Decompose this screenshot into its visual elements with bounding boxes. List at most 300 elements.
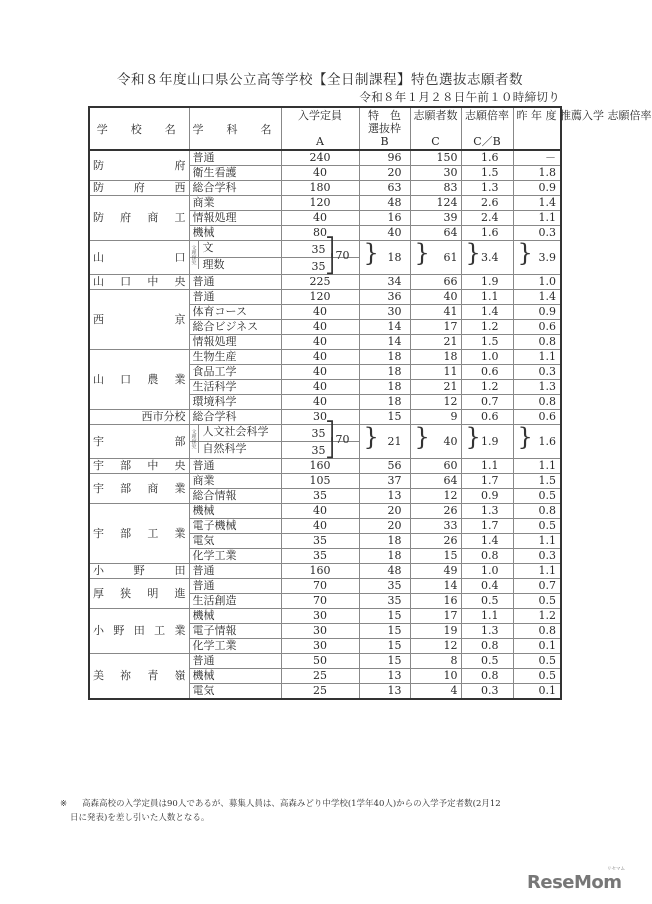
capacity-value: 25 <box>313 669 327 682</box>
prev-ratio-cell <box>513 395 561 410</box>
applicants-cell <box>410 350 461 365</box>
special-quota-value: 15 <box>387 624 402 637</box>
school-name <box>93 410 186 424</box>
ratio-cell <box>461 489 513 504</box>
school-name-cell <box>89 410 189 425</box>
capacity-cell <box>281 380 359 395</box>
capacity-cell <box>281 305 359 320</box>
applicants-cell <box>410 395 461 410</box>
applicants-value: 26 <box>443 504 458 517</box>
dept-name: 機械 <box>192 226 215 239</box>
prev-ratio-value: 1.1 <box>538 350 556 363</box>
header-prev-ratio <box>513 107 652 150</box>
special-quota-value: 15 <box>387 639 402 652</box>
capacity-cell <box>281 519 359 534</box>
table-row <box>89 609 561 624</box>
footnote-line1: 高森高校の入学定員は90人であるが、募集人員は、高森みどり中学校(1学年40人)からの入学予定者数(2月12 <box>82 799 501 809</box>
ratio-value: 1.2 <box>481 380 499 393</box>
school-name-char: 部 <box>174 434 186 448</box>
capacity-cell <box>281 684 359 700</box>
capacity-value: 180 <box>309 181 331 194</box>
capacity-cell <box>281 594 359 609</box>
dept-cell <box>189 564 281 579</box>
prev-ratio-cell <box>513 305 561 320</box>
prev-ratio-cell <box>513 684 561 700</box>
dept-name: 文 <box>202 241 214 254</box>
dept-cell <box>189 609 281 624</box>
ratio-value: 0.6 <box>481 365 499 378</box>
school-name-cell <box>89 196 189 241</box>
dept-cell <box>189 290 281 305</box>
special-quota-cell <box>359 395 410 410</box>
brace-icon: } <box>465 423 481 451</box>
ratio-value: 0.6 <box>481 410 499 423</box>
special-quota-cell <box>359 166 410 181</box>
brace-icon: } <box>414 239 430 267</box>
school-name-cell <box>89 579 189 609</box>
capacity-value: 35 <box>311 260 326 273</box>
brace-icon: } <box>517 423 533 451</box>
capacity-value: 40 <box>313 335 327 348</box>
prev-ratio-cell <box>513 380 561 395</box>
capacity-value: 120 <box>309 290 331 303</box>
ratio-cell <box>461 380 513 395</box>
special-quota-value: 13 <box>387 669 402 682</box>
ratio-value: 1.4 <box>481 305 499 318</box>
applicants-cell <box>410 579 461 594</box>
school-name-char: 進 <box>174 586 186 600</box>
dept-cell <box>189 624 281 639</box>
special-quota-cell <box>359 211 410 226</box>
ratio-cell <box>461 211 513 226</box>
ratio-cell <box>461 639 513 654</box>
special-quota-cell <box>359 669 410 684</box>
school-name-char: 田 <box>174 564 186 577</box>
school-name-char: 口 <box>120 372 132 386</box>
dept-name: 機械 <box>192 609 215 622</box>
capacity-value: 25 <box>313 684 327 697</box>
school-name-char: 宇 <box>93 526 104 540</box>
applicants-cell <box>410 624 461 639</box>
ratio-cell <box>461 181 513 196</box>
header-capacity-code: A <box>316 135 324 148</box>
ratio-cell <box>461 150 513 166</box>
ratio-value: 1.7 <box>481 474 499 487</box>
prev-ratio-value: 1.8 <box>538 166 556 179</box>
ratio-cell <box>461 669 513 684</box>
brace-icon: ⎦ <box>325 438 335 459</box>
applicants-value: 64 <box>443 226 458 239</box>
applicants-value: 21 <box>443 380 458 393</box>
special-quota-value: 35 <box>387 579 402 592</box>
ratio-cell <box>461 534 513 549</box>
footnote <box>60 797 580 825</box>
school-name-char: 京 <box>174 312 186 326</box>
ratio-value: 1.4 <box>481 534 499 547</box>
dept-cell <box>189 684 281 700</box>
applicants-value: 39 <box>443 211 458 224</box>
special-quota-cell <box>359 624 410 639</box>
header-special <box>359 107 410 150</box>
prev-ratio-value: 0.9 <box>538 305 556 318</box>
dept-cell <box>189 654 281 669</box>
prev-ratio-cell <box>513 196 561 211</box>
special-quota-cell <box>359 609 410 624</box>
capacity-value: 35 <box>313 549 327 562</box>
capacity-cell <box>281 669 359 684</box>
applicants-value: 4 <box>450 684 458 697</box>
prev-ratio-value: 0.3 <box>538 365 556 378</box>
ratio-value: 0.9 <box>481 489 499 502</box>
brace-icon: ⎤ <box>325 421 335 442</box>
ratio-cell <box>461 579 513 594</box>
applicants-cell <box>410 290 461 305</box>
dept-cell <box>189 305 281 320</box>
dept-cell <box>189 489 281 504</box>
applicants-cell <box>410 320 461 335</box>
capacity-value: 120 <box>309 196 331 209</box>
dept-name: 普通 <box>192 290 215 303</box>
dept-name: 普通 <box>192 151 215 164</box>
prev-ratio-cell <box>513 534 561 549</box>
ratio-cell <box>461 654 513 669</box>
school-name-char: 央 <box>174 275 186 288</box>
applicants-value: 49 <box>443 564 458 577</box>
applicants-cell <box>410 211 461 226</box>
prev-ratio-cell <box>513 639 561 654</box>
prev-ratio-cell <box>513 166 561 181</box>
table-header-row <box>89 107 561 150</box>
capacity-cell <box>281 410 359 425</box>
prev-ratio-value: 1.4 <box>538 290 556 303</box>
brace-icon: } <box>465 239 481 267</box>
prev-ratio-cell <box>513 241 561 275</box>
capacity-value: 80 <box>313 226 327 239</box>
school-name-cell <box>89 290 189 350</box>
applicants-value: 12 <box>443 395 458 408</box>
school-name-cell <box>89 654 189 700</box>
applicants-value: 12 <box>443 639 458 652</box>
school-name-char: 野 <box>113 624 125 637</box>
prev-ratio-value: 1.4 <box>538 196 556 209</box>
special-quota-cell <box>359 684 410 700</box>
dept-name: 化学工業 <box>192 549 237 562</box>
prev-ratio-cell <box>513 181 561 196</box>
school-name-char: 府 <box>120 211 132 224</box>
school-name-cell <box>89 474 189 504</box>
dept-cell <box>189 474 281 489</box>
applicants-cell <box>410 639 461 654</box>
prev-ratio-value: 0.8 <box>538 624 556 637</box>
prev-ratio-value: 0.3 <box>538 549 556 562</box>
dept-name: 自然科学 <box>202 442 247 455</box>
capacity-value: 70 <box>313 594 327 607</box>
applicants-cell <box>410 459 461 474</box>
applicants-value: 30 <box>443 166 458 179</box>
capacity-value: 40 <box>313 395 327 408</box>
header-ratio <box>461 107 513 150</box>
dept-name: 情報処理 <box>192 211 237 224</box>
table-row <box>89 564 561 579</box>
capacity-value: 40 <box>313 350 327 363</box>
school-name-char: 業 <box>174 481 186 495</box>
school-name-char: 嶺 <box>174 669 186 682</box>
special-quota-cell <box>359 305 410 320</box>
dept-cell <box>189 275 281 290</box>
capacity-value: 30 <box>313 410 327 423</box>
special-quota-value: 18 <box>387 395 402 408</box>
ratio-cell <box>461 350 513 365</box>
dept-name: 機械 <box>192 504 215 517</box>
prev-ratio-cell <box>513 549 561 564</box>
dept-name: 総合ビジネス <box>192 320 259 333</box>
special-quota-cell <box>359 241 410 275</box>
ratio-cell <box>461 504 513 519</box>
school-name-char: 小 <box>93 624 104 637</box>
capacity-value: 40 <box>313 166 327 179</box>
capacity-value: 40 <box>313 305 327 318</box>
school-name-cell <box>89 425 189 459</box>
logo-kana: リセマム <box>607 867 625 872</box>
school-name-char: 青 <box>147 669 159 682</box>
applicants-value: 40 <box>443 290 458 303</box>
school-name-char: 部 <box>120 526 132 540</box>
prev-ratio-cell <box>513 320 561 335</box>
capacity-value: 30 <box>313 639 327 652</box>
ratio-cell <box>461 684 513 700</box>
applicants-value: 9 <box>450 410 458 423</box>
dept-cell <box>189 534 281 549</box>
applicants-cell <box>410 534 461 549</box>
special-quota-value: 96 <box>387 151 402 164</box>
prev-ratio-cell <box>513 211 561 226</box>
capacity-value: 30 <box>313 624 327 637</box>
table-row <box>89 275 561 290</box>
header-ratio-label: 志願倍率 <box>465 109 509 122</box>
capacity-cell <box>281 335 359 350</box>
applicants-value: 60 <box>443 459 458 472</box>
dept-name: 化学工業 <box>192 639 237 652</box>
capacity-cell <box>281 504 359 519</box>
ratio-cell <box>461 196 513 211</box>
table-row <box>89 196 561 211</box>
dept-cell <box>189 181 281 196</box>
capacity-cell <box>281 395 359 410</box>
ratio-cell <box>461 335 513 350</box>
dept-cell <box>189 211 281 226</box>
special-quota-value: 20 <box>387 166 402 179</box>
school-name <box>93 211 186 225</box>
ratio-value: 0.8 <box>481 639 499 652</box>
tag-label: 文理探究 <box>190 241 199 269</box>
prev-ratio-value: 0.8 <box>538 504 556 517</box>
dept-cell <box>189 459 281 474</box>
applicants-cell <box>410 380 461 395</box>
capacity-value: 35 <box>313 534 327 547</box>
applicants-value: 15 <box>443 549 458 562</box>
special-quota-cell <box>359 150 410 166</box>
capacity-value: 40 <box>313 504 327 517</box>
special-quota-value: 21 <box>387 434 402 448</box>
dept-cell <box>189 226 281 241</box>
prev-ratio-cell <box>513 609 561 624</box>
header-applicants-code: C <box>431 135 440 148</box>
ratio-value: 1.9 <box>481 434 499 448</box>
special-quota-value: 63 <box>387 181 402 194</box>
applicants-cell <box>410 564 461 579</box>
special-quota-cell <box>359 534 410 549</box>
header-applicants-label: 志願者数 <box>413 109 458 122</box>
dept-name: 普通 <box>192 275 215 288</box>
special-quota-value: 48 <box>387 564 402 577</box>
table-body <box>89 150 561 699</box>
dept-cell <box>189 579 281 594</box>
dept-name: 電気 <box>192 534 215 547</box>
school-name-char: 防 <box>93 211 104 224</box>
special-quota-value: 18 <box>387 365 402 378</box>
header-capacity <box>281 107 359 150</box>
prev-ratio-value: 0.6 <box>538 410 556 423</box>
ratio-cell <box>461 624 513 639</box>
ratio-cell <box>461 459 513 474</box>
ratio-value: 1.3 <box>481 504 499 517</box>
special-quota-cell <box>359 335 410 350</box>
capacity-cell <box>281 150 359 166</box>
ratio-value: 0.3 <box>481 684 499 697</box>
capacity-cell <box>281 609 359 624</box>
school-name-char: 明 <box>147 586 159 600</box>
prev-ratio-value: 1.3 <box>538 380 556 393</box>
capacity-value: 35 <box>311 243 326 256</box>
school-name-cell <box>89 504 189 564</box>
capacity-cell <box>281 166 359 181</box>
applicants-value: 16 <box>443 594 458 607</box>
dept-name: 電気 <box>192 684 215 697</box>
prev-ratio-value: 0.6 <box>538 320 556 333</box>
prev-ratio-cell <box>513 504 561 519</box>
school-name <box>93 669 186 683</box>
dept-cell <box>189 350 281 365</box>
applicants-cell <box>410 335 461 350</box>
capacity-cell <box>281 350 359 365</box>
ratio-cell <box>461 564 513 579</box>
table-row <box>89 459 561 474</box>
dept-cell <box>189 365 281 380</box>
school-name-char: 田 <box>133 624 145 637</box>
applicants-cell <box>410 609 461 624</box>
dept-cell <box>189 335 281 350</box>
ratio-value: 0.7 <box>481 395 499 408</box>
ratio-cell <box>461 549 513 564</box>
school-name <box>93 313 186 327</box>
dept-cell <box>189 196 281 211</box>
school-name-char: 野 <box>133 564 145 577</box>
header-applicants <box>410 107 461 150</box>
school-name-char: 宇 <box>93 459 104 472</box>
school-name-char: 商 <box>147 481 159 495</box>
school-name-cell <box>89 241 189 275</box>
school-name <box>93 482 186 496</box>
applicants-value: 26 <box>443 534 458 547</box>
school-name-char: 西 <box>93 312 104 326</box>
branch-school-name: 西市分校 <box>141 410 186 423</box>
school-name-char: 厚 <box>93 586 104 600</box>
capacity-value: 50 <box>313 654 327 667</box>
capacity-total: 70 <box>335 249 350 262</box>
capacity-value: 240 <box>309 151 331 164</box>
prev-ratio-value: 1.1 <box>538 564 556 577</box>
prev-ratio-value: 1.6 <box>538 434 556 448</box>
prev-ratio-value: 0.5 <box>538 519 556 532</box>
special-quota-value: 48 <box>387 196 402 209</box>
dept-cell <box>189 669 281 684</box>
applicants-value: 14 <box>443 579 458 592</box>
dept-cell <box>189 258 281 275</box>
table-row <box>89 350 561 365</box>
prev-ratio-value: 0.5 <box>538 489 556 502</box>
special-quota-value: 15 <box>387 654 402 667</box>
header-ratio-code: C／B <box>473 135 501 148</box>
applicants-value: 66 <box>443 275 458 288</box>
table-row <box>89 504 561 519</box>
applicants-cell <box>410 684 461 700</box>
brace-icon: ⎤ <box>325 237 335 258</box>
footnote-line2: 日に発表)を差し引いた人数となる。 <box>70 813 210 823</box>
applicants-value: 19 <box>443 624 458 637</box>
ratio-value: 1.1 <box>481 609 499 622</box>
capacity-value: 40 <box>313 320 327 333</box>
capacity-cell <box>281 290 359 305</box>
school-name-char: 西 <box>174 181 186 194</box>
prev-ratio-value: － <box>545 151 556 164</box>
school-name <box>93 435 186 449</box>
applicants-cell <box>410 504 461 519</box>
ratio-cell <box>461 474 513 489</box>
prev-ratio-cell <box>513 350 561 365</box>
school-name-cell <box>89 150 189 181</box>
applicants-cell <box>410 489 461 504</box>
ratio-value: 1.5 <box>481 166 499 179</box>
ratio-cell <box>461 594 513 609</box>
school-name-cell <box>89 564 189 579</box>
capacity-cell <box>281 564 359 579</box>
dept-cell <box>189 150 281 166</box>
dept-name: 生活創造 <box>192 594 237 607</box>
dept-name: 食品工学 <box>192 365 237 378</box>
special-quota-value: 13 <box>387 489 402 502</box>
prev-ratio-cell <box>513 459 561 474</box>
special-quota-cell <box>359 365 410 380</box>
dept-name: 情報処理 <box>192 335 237 348</box>
school-name <box>93 564 186 578</box>
ratio-cell <box>461 275 513 290</box>
ratio-value: 2.4 <box>481 211 499 224</box>
special-quota-value: 20 <box>387 519 402 532</box>
capacity-cell <box>281 275 359 290</box>
ratio-value: 1.2 <box>481 320 499 333</box>
applicants-cell <box>410 654 461 669</box>
special-quota-value: 18 <box>387 380 402 393</box>
dept-cell <box>189 639 281 654</box>
school-name-char: 中 <box>147 275 159 288</box>
school-name <box>93 527 186 541</box>
applicants-cell <box>410 196 461 211</box>
table-row <box>89 150 561 166</box>
prev-ratio-cell <box>513 474 561 489</box>
header-prev-line2: 推薦入学 <box>560 109 604 122</box>
applicants-cell <box>410 241 461 275</box>
applicants-cell <box>410 594 461 609</box>
